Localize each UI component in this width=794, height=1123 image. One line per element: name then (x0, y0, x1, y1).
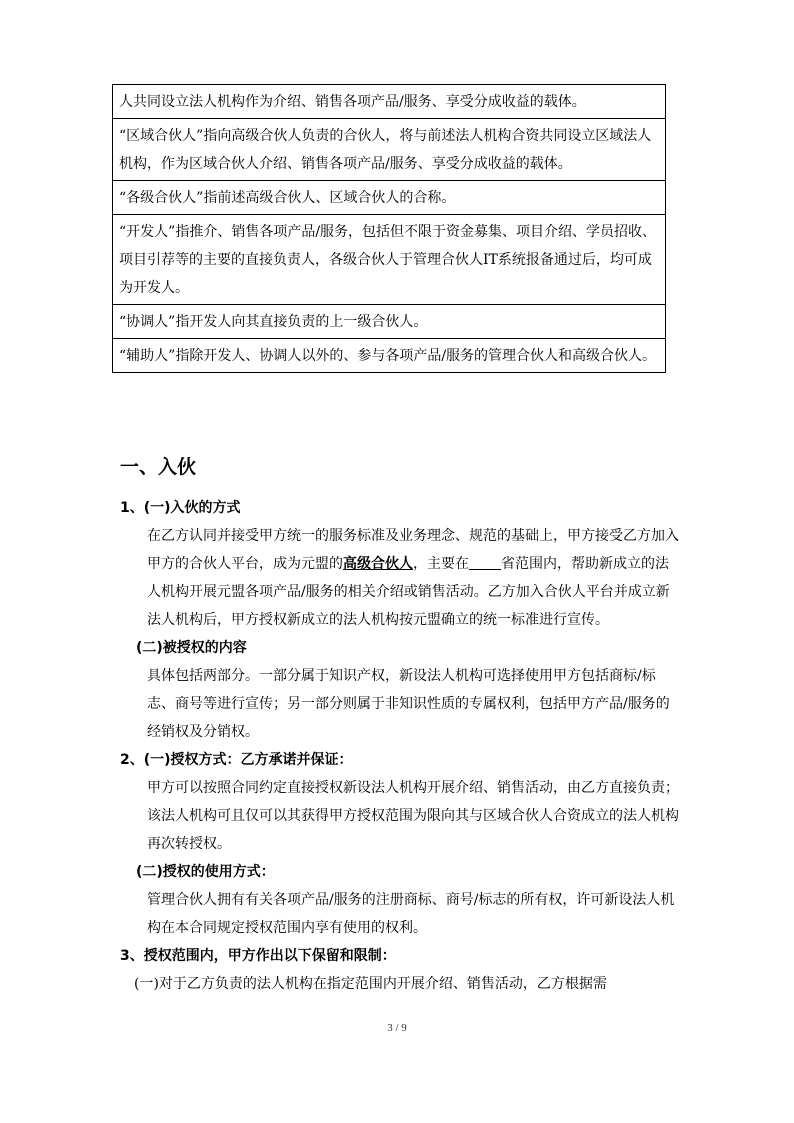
clause-2-paragraph: 甲方可以按照合同约定直接授权新设法人机构开展介绍、销售活动，由乙方直接负责；该法人机构可且仅可以其获得甲方授权范围为限向其与区域合伙人合资成立的法人机构再次转授权。 (147, 780, 679, 852)
clause-1-text-b: ，主要在 (413, 556, 469, 572)
clause-2-sub-heading: (二)授权的使用方式： (136, 864, 275, 880)
definition-row: “协调人”指开发人向其直接负责的上一级合伙人。 (113, 304, 665, 338)
definition-row: “各级合伙人”指前述高级合伙人、区域合伙人的合称。 (113, 180, 665, 214)
clause-3-heading: 3、授权范围内，甲方作出以下保留和限制： (120, 948, 396, 964)
clause-1-heading: 1、(一)入伙的方式 (120, 500, 241, 516)
clause-1-text-c: 省范围内，帮助新成立的法人机构开展元盟各项产品/服务的相关介绍或销售活动。乙方加入合伙人平台并成立新法人机构后，甲方授权新成立的法人机构按元盟确立的统一标准进行宣传。 (147, 556, 670, 628)
fill-in-blank (469, 553, 501, 570)
page-number: 3 / 9 (387, 1022, 407, 1034)
clause-2-heading: 2、(一)授权方式：乙方承诺并保证： (120, 752, 353, 768)
highlight-term: 高级合伙人 (343, 556, 413, 572)
clause-1-paragraph (120, 522, 680, 634)
clause-1-sub-paragraph: 具体包括两部分。一部分属于知识产权，新设法人机构可选择使用甲方包括商标/标志、商号等进行宣传；另一部分则属于非知识性质的专属权利，包括甲方产品/服务的经销权及分销权。 (147, 668, 670, 740)
section-title: 一、入伙 (120, 456, 197, 478)
definitions-table (112, 84, 666, 373)
document-body (120, 494, 680, 998)
definition-row: “开发人”指推介、销售各项产品/服务，包括但不限于资金募集、项目介绍、学员招收、项目引荐等的主要的直接负责人，各级合伙人于管理合伙人IT系统报备通过后，均可成为开发人。 (113, 214, 665, 304)
definition-row: “辅助人”指除开发人、协调人以外的、参与各项产品/服务的管理合伙人和高级合伙人。 (113, 338, 665, 372)
definition-row: “区域合伙人”指向高级合伙人负责的合伙人，将与前述法人机构合资共同设立区域法人机构，作为区域合伙人介绍、销售各项产品/服务、享受分成收益的载体。 (113, 118, 665, 180)
clause-3-paragraph: (一)对于乙方负责的法人机构在指定范围内开展介绍、销售活动，乙方根据需 (134, 976, 607, 992)
clause-2-sub-paragraph: 管理合伙人拥有有关各项产品/服务的注册商标、商号/标志的所有权，许可新设法人机构在本合同规定授权范围内享有使用的权利。 (147, 892, 675, 936)
definition-row: 人共同设立法人机构作为介绍、销售各项产品/服务、享受分成收益的载体。 (119, 94, 586, 110)
clause-1-sub-heading: (二)被授权的内容 (136, 640, 247, 656)
clause-1-text-a: 在乙方认同并接受甲方统一的服务标准及业务理念、规范的基础上，甲方接受乙方加入甲方的合伙人平台，成为元盟的 (147, 528, 679, 572)
